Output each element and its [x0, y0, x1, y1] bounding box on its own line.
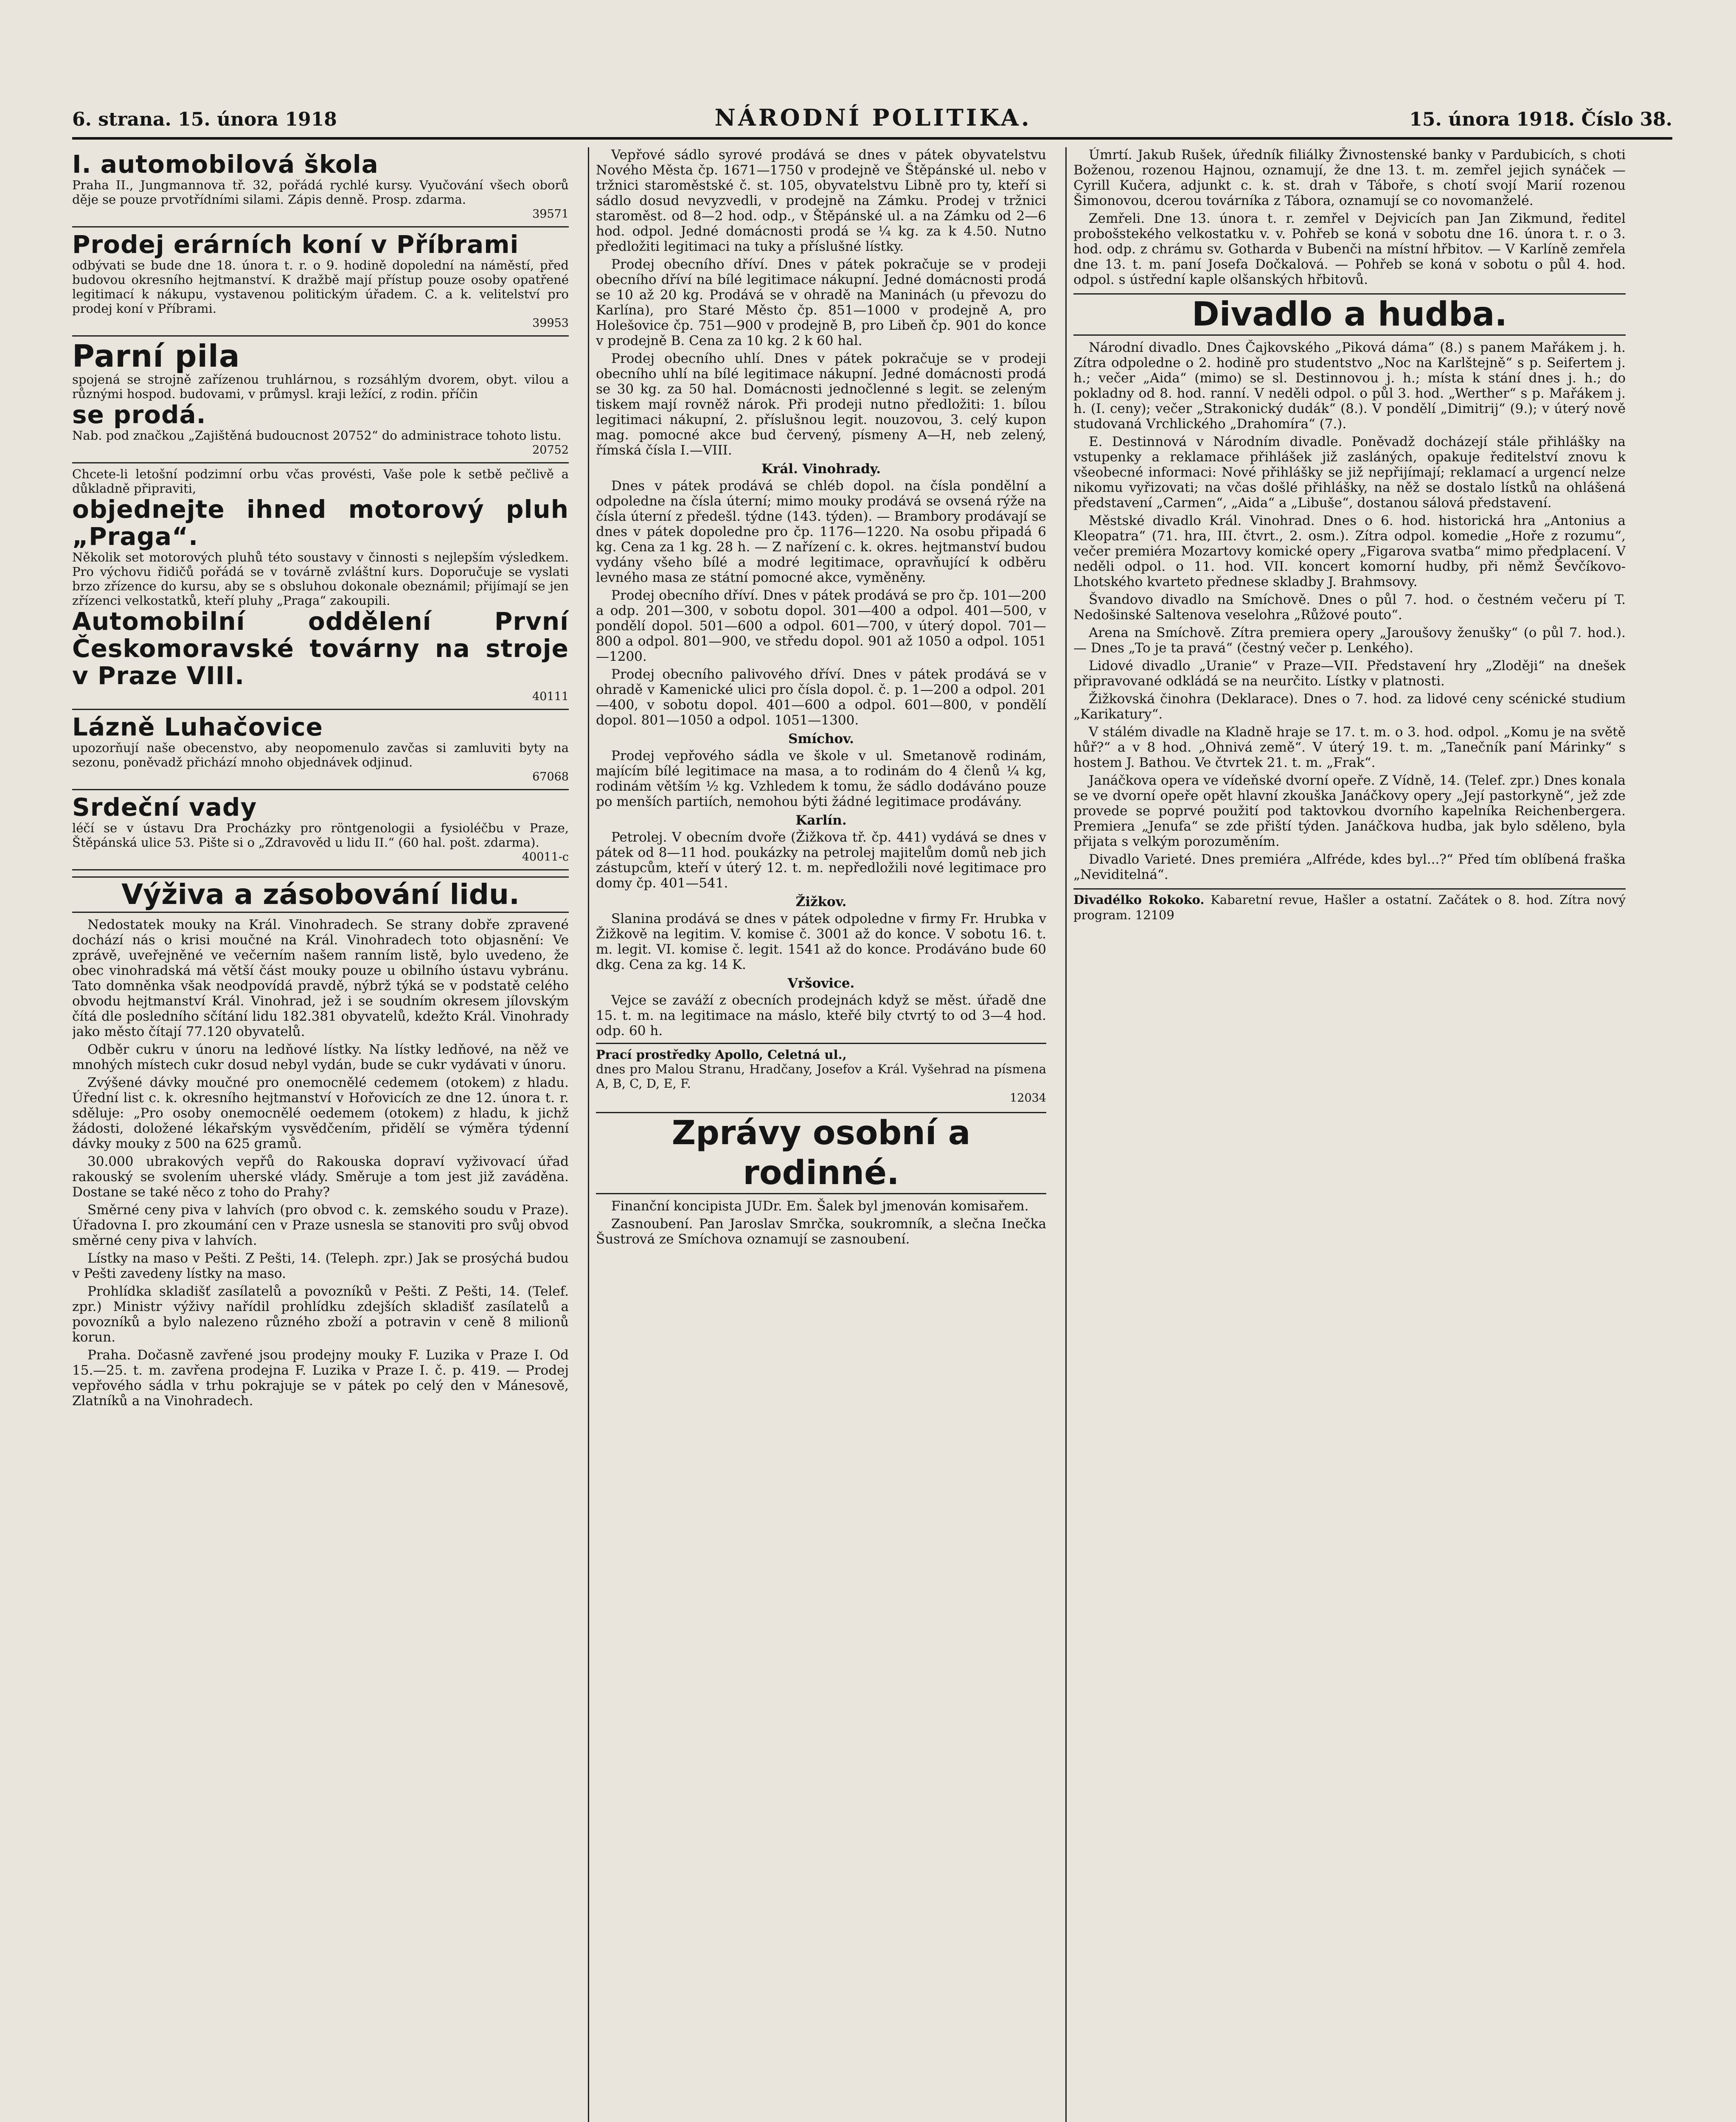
ad-headline: Parní pila	[72, 338, 240, 374]
article-paragraph: Úmrtí. Jakub Rušek, úředník filiálky Živnostenské banky v Pardubicích, s choti Boženou, rozenou Hajnou, oznamují, že dne 13. t. m. zemřel jejich synáček — Cyrill Kučera, adjunkt c. k. st. drah v Táboře, s chotí svojí Marií rozenou Šimonovou, dcerou továrníka z Tábora, oznamují se co novomanželé.	[1073, 147, 1626, 208]
ad-apollo-laundry	[596, 1043, 1046, 1106]
ad-text: Kabaretní revue, Hašler a ostatní. Začátek o 8. hod. Zítra nový program.	[1073, 893, 1626, 922]
subheading: Král. Vinohrady.	[761, 461, 881, 477]
ad-text: dnes pro Malou Stranu, Hradčany, Josefov a Král. Vyšehrad na písmena A, B, C, D, E, F.	[596, 1062, 1046, 1091]
ad-number: 40111	[532, 690, 569, 703]
ad-headline: Srdeční vady	[72, 793, 257, 822]
article-paragraph: E. Destinnová v Národním divadle. Poněvadž docházejí stále přihlášky na vstupenky a reklamace přihlášek již zasláných, opakuje ředitelství znovu k všeobecné informaci: Nové přihlášky se již nepřijímají; reklamací a urgencí nelze nikomu vyřizovati; na včas došlé přihlášky, na něž se dostalo lístků na ohlášená představení „Carmen“, „Aida“ a „Libuše“, dostanou sálová představení.	[1073, 434, 1626, 511]
article-paragraph: Nedostatek mouky na Král. Vinohradech. Se strany dobře zpravené dochází nás o krisi moučné na Král. Vinohradech toto objasnění: Ve zprávě, uveřejněné ve večerním našem ranním listě, bylo uvedeno, že obec vinohradská má větší část mouky pouze u obilního ústavu vybránu. Tato domněnka však neodpovídá pravdě, nýbrž týká se v podstatě celého obvodu hejtmanství Král. Vinohrad, jež i se soudním okresem jílovským čítá dle posledního sčítání lidu 182.381 obyvatelů, kdežto Král. Vinohrady jako město čítají 77.120 obyvatelů.	[72, 917, 569, 1039]
ad-headline-2: Automobilní oddělení První Českomoravské továrny na stroje v Praze VIII.	[72, 607, 569, 690]
article-paragraph: Zasnoubení. Pan Jaroslav Smrčka, soukromník, a slečna Inečka Šustrová ze Smíchova oznamují se zasnoubení.	[596, 1216, 1046, 1247]
article-paragraph: Divadlo Varieté. Dnes premiéra „Alfréde, kdes byl...?“ Před tím oblíbená fraška „Neviditelná“.	[1073, 852, 1626, 882]
ad-text-2: Nab. pod značkou „Zajištěná budoucnost 20752“ do administrace tohoto listu.	[72, 428, 562, 443]
article-paragraph: Dnes v pátek prodává se chléb dopol. na čísla pondělní a odpoledne na čísla úterní; mimo mouky prodává se ovsená rýže na čísla úterní z předešl. týdne (143. týden). — Brambory prodávají se dnes v pátek dopoledne pro čp. 1176—1220. Na osobu připadá 6 kg. Cena za 1 kg. 28 h. — Z nařízení c. k. okres. hejtmanství budou vydány všeho bílé a modré legitimace, opravňující k odběru levného masa ze státní pomocné akce, vyměněny.	[596, 478, 1046, 585]
article-paragraph: Odběr cukru v únoru na ledňové lístky. Na lístky ledňové, na něž ve mnohých místech cukr dosud nebyl vydán, bude se cukr vydávati v únoru.	[72, 1042, 569, 1072]
section-title-theatre-music: Divadlo a hudba.	[1073, 293, 1626, 336]
ad-headline: Prací prostředky Apollo, Celetná ul.,	[596, 1047, 847, 1062]
newspaper-title: NÁRODNÍ POLITIKA.	[714, 104, 1032, 131]
article-paragraph: Prodej obecního uhlí. Dnes v pátek pokračuje se v prodeji obecního uhlí na bílé legitimace nákupní. Jedné domácnosti prodá se 30 kg. za 50 hal. Domácnosti jednočlenné s legit. se zeleným tiskem mají rovněž nárok. Při prodeji nutno předložiti: 1. bílou legitimaci nákupní, 2. příslušnou legit. nouzovou, 3. celý kupon mag. pomocné akce bud červený, písmeny A—H, neb zelený, římská čísla I.—VIII.	[596, 351, 1046, 458]
ad-number: 12109	[1135, 908, 1174, 922]
column-2	[588, 147, 1046, 2122]
masthead	[72, 104, 1672, 140]
article-paragraph: Finanční koncipista JUDr. Em. Šalek byl jmenován komisařem.	[611, 1199, 1029, 1214]
ad-number: 20752	[532, 443, 569, 457]
ad-text: léčí se v ústavu Dra Procházky pro röntgenologii a fysioléčbu v Praze, Štěpánská ulice 53. Pište si o „Zdravověd u lidu II.“ (60 hal. pošt. zdarma).	[72, 821, 569, 850]
ad-headline: Prodej erárních koní v Příbrami	[72, 230, 519, 259]
ad-horse-sale	[72, 227, 569, 337]
ad-text-2: Několik set motorových pluhů této soustavy v činnosti s nejlepším výsledkem. Pro výchovu řidičů pořádá se v továrně zvláštní kurs. Doporučuje se vyslati brzo zřízence do kursu, aby se s obsluhou dokonale obeznámil; přijímají se jen zřízenci velkostatků, kteří pluhy „Praga“ zakoupili.	[72, 550, 569, 608]
ad-headline: I. automobilová škola	[72, 150, 379, 179]
ad-steam-sawmill	[72, 337, 569, 463]
article-paragraph: Prodej obecního dříví. Dnes v pátek pokračuje se v prodeji obecního dříví na bílé legitimace nákupní. Jedné domácnosti prodá se 10 až 20 kg. Prodává se v ohradě na Maninách (u převozu do Karlína), pro Staré Město čp. 851—1000 v prodejně A, pro Holešovice čp. 751—900 v prodejně B, pro Libeň čp. 901 do konce v prodejně B. Cena za 10 kg. 2 k 60 hal.	[596, 257, 1046, 348]
subheading: Žižkov.	[795, 894, 847, 909]
ad-number: 39953	[532, 317, 569, 330]
column-3	[1065, 147, 1626, 2122]
issue-number-right: 15. února 1918. Číslo 38.	[1409, 109, 1672, 130]
article-paragraph: Janáčkova opera ve vídeňské dvorní opeře. Z Vídně, 14. (Telef. zpr.) Dnes konala se ve dvorní opeře opět hlavní zkouška Janáčkovy opery „Její pastorkyně“, jež zde provede se poprvé použití pod taktovkou dvorního kapelníka Reichenbergera. Premiera „Jenufa“ se zde přiští týden. Janáčkova hudba, jak bylo sděleno, byla přijata s velkým porozuměním.	[1073, 773, 1626, 849]
column-1	[72, 147, 569, 2122]
ad-motor-plough	[72, 463, 569, 710]
section-title-nutrition: Výživa a zásobování lidu.	[72, 876, 569, 913]
article-paragraph: Lidové divadlo „Uranie“ v Praze—VII. Představení hry „Zloději“ na dnešek připravované odkládá se na neurčito. Lístky v platnosti.	[1073, 658, 1626, 689]
article-paragraph: V stálém divadle na Kladně hraje se 17. t. m. o 3. hod. odpol. „Komu je na světě hůř?“ a v 8 hod. „Ohnivá země“. V úterý 19. t. m. „Tanečník paní Márinky“ s hostem J. Bathou. Ve čtvrtek 21. t. m. „Frak“.	[1073, 724, 1626, 770]
subheading: Vršovice.	[787, 976, 855, 991]
subheading: Karlín.	[795, 813, 847, 828]
article-paragraph: Vepřové sádlo syrové prodává se dnes v pátek obyvatelstvu Nového Města čp. 1671—1750 v prodejně ve Štěpánské ul. nebo v tržnici staroměstské č. st. 105, obyvatelstvu Libně pro ty, kteří si sádlo dosud nevyzvedli, v prodejně na Zámku. Prodej v tržnici staroměst. od 8—2 hod. odp., v Štěpánské ul. a na Zámku od 2—6 hod. odpol. Jedné domácnosti prodá se ¼ kg. za k 4.50. Nutno předložiti legitimaci na tuky a příslušné lístky.	[596, 147, 1046, 254]
ad-text: odbývati se bude dne 18. února t. r. o 9. hodině dopolední na náměstí, před budovou okresního hejtmanství. K dražbě mají přístup pouze osoby opatřené legitimací k nákupu, vystavenou politickým úřadem. C. a k. velitelství pro prodej koní v Příbrami.	[72, 258, 569, 316]
ad-headline: Divadélko Rokoko.	[1073, 893, 1205, 907]
ad-text: upozorňují naše obecenstvo, aby neopomenulo zavčas si zamluviti byty na sezonu, poněvadž přichází mnoho objednávek odjinud.	[72, 741, 569, 769]
article-paragraph: Praha. Dočasně zavřené jsou prodejny mouky F. Luzika v Praze I. Od 15.—25. t. m. zavřena prodejna F. Luzika v Praze I. č. p. 419. — Prodej vepřového sádla v trhu pokrajuje se v pátek po celý den v Mánesově, Zlatníků a na Vinohradech.	[72, 1347, 569, 1409]
article-paragraph: Vejce se zaváží z obecních prodejnách když se měst. úřadě dne 15. t. m. na legitimace na máslo, kteřé bily ctvrtý to od 3—4 hod. odp. 60 h.	[596, 993, 1046, 1039]
subheading: Smíchov.	[788, 731, 854, 747]
article-paragraph: Prohlídka skladišť zasílatelů a povozníků v Pešti. Z Pešti, 14. (Telef. zpr.) Ministr výživy nařídil prohlídku zdejších skladišť zasílatelů a povozníků a bylo nalezeno různého zboží a potravin v ceně 8 milionů korun.	[72, 1284, 569, 1345]
ad-text: spojená se strojně zařízenou truhlárnou, s rozsáhlým dvorem, obyt. vilou a různými hospod. budovami, v průmysl. kraji ležící, z rodin. příčin	[72, 372, 569, 401]
ad-automobile-school	[72, 147, 569, 227]
page-date-left: 6. strana. 15. února 1918	[72, 109, 337, 130]
ad-number: 39571	[532, 208, 569, 221]
article-paragraph: Slanina prodává se dnes v pátek odpoledne v firmy Fr. Hrubka v Žižkově na legitim. V. komise č. 3001 až do konce. V sobotu 16. t. m. legit. VI. komise č. legit. 1541 až do konce. Prodáváno bude 60 dkg. Cena za kg. 14 K.	[596, 911, 1046, 972]
ad-rokoko	[1073, 888, 1626, 923]
ad-luhacovice-spa	[72, 710, 569, 790]
article-paragraph: Arena na Smíchově. Zítra premiera opery „Jaroušovy ženušky“ (o půl 7. hod.). — Dnes „To je ta pravá“ (čestný večer p. Lenkého).	[1073, 625, 1626, 656]
ad-number: 12034	[1010, 1092, 1046, 1105]
article-paragraph: Zemřeli. Dne 13. února t. r. zemřel v Dejvicích pan Jan Zikmund, ředitel probošstekého velkostatku v. v. Pohřeb se koná v sobotu dne 16. února t. r. o 3. hod. odp. z chrámu sv. Gotharda v Bubenči na místní hřbitov. — V Karlíně zemřela dne 13. t. m. paní Josefa Dočkalová. — Pohřeb se koná v sobotu o půl 4. hod. odpol. s ústřední kaple olšanských hřbitovů.	[1073, 211, 1626, 287]
ad-headline: objednejte ihned motorový pluh „Praga“.	[72, 495, 569, 551]
ad-text: Chcete-li letošní podzimní orbu včas provésti, Vaše pole k setbě pečlivě a důkladně připraviti,	[72, 467, 569, 496]
article-paragraph: Žižkovská činohra (Deklarace). Dnes o 7. hod. za lidové ceny scénické studium „Karikatury“.	[1073, 691, 1626, 722]
ad-number: 40011-c	[522, 850, 569, 864]
article-paragraph: Švandovo divadlo na Smíchově. Dnes o půl 7. hod. o čestném večeru pí T. Nedošinské Saltenova veselohra „Růžové pouto“.	[1073, 592, 1626, 623]
ad-headline-2: se prodá.	[72, 400, 206, 429]
article-paragraph: Národní divadlo. Dnes Čajkovského „Piková dáma“ (8.) s panem Mařákem j. h. Zítra odpoledne o 2. hodině pro studentstvo „Noc na Karlštejně“ s p. Seifertem j. h.; večer „Aida“ (mimo) se sl. Destinnovou j. h.; místa k stání dnes j. h.; do pokladny od 8. hod. ranní. V neděli odpol. o půl 3. hod. „Werther“ s p. Mařákem j. h. (I. ceny); večer „Strakonický dudák“ (8.). V pondělí „Dimitrij“ (9.); v úterý nově studovaná Vrchlického „Drahomíra“ (7.).	[1073, 340, 1626, 432]
ad-headline: Lázně Luhačovice	[72, 713, 323, 741]
article-paragraph: Prodej obecního dříví. Dnes v pátek prodává se pro čp. 101—200 a odp. 201—300, v sobotu dopol. 301—400 a odpol. 401—500, v pondělí dopol. 501—600 a odpol. 601—700, v úterý dopol. 701—800 a odpol. 801—900, ve středu dopol. 901 až 1050 a odpol. 1051—1200.	[596, 588, 1046, 664]
article-paragraph: Prodej vepřového sádla ve škole v ul. Smetanově rodinám, majícím bílé legitimace na masa, a to rodinám do 4 členů ¼ kg, rodinám větším ½ kg. Vzhledem k tomu, že sádlo dodáváno pouze po menších partiích, nemohou býti žádné legitimace prodávány.	[596, 748, 1046, 809]
article-paragraph: Petrolej. V obecním dvoře (Žižkova tř. čp. 441) vydává se dnes v pátek od 8—11 hod. poukázky na petrolej majitelům domů neb jich zástupcům, kteří v úterý 12. t. m. nepředložili nové legitimace pro domy čp. 401—541.	[596, 830, 1046, 891]
article-paragraph: Lístky na maso v Pešti. Z Pešti, 14. (Teleph. zpr.) Jak se prosýchá budou v Pešti zavedeny lístky na maso.	[72, 1251, 569, 1281]
article-paragraph: Prodej obecního palivového dříví. Dnes v pátek prodává se v ohradě v Kamenické ulici pro čísla dopol. č. p. 1—200 a odpol. 201—400, v sobotu dopol. 401—600 a odpol. 601—800, v pondělí dopol. 801—1050 a odpol. 1051—1300.	[596, 667, 1046, 728]
article-paragraph: Městské divadlo Král. Vinohrad. Dnes o 6. hod. historická hra „Antonius a Kleopatra“ (71. hra, III. čtvrt., 2. osm.). Zítra odpol. komedie „Hoře z rozumu“, večer premiéra Mozartovy komické opery „Figarova svatba“ mimo předplacení. V neděli odpol. o 11. hod. VII. koncert komorní hudby, při němž Ševčíkovo-Lhotského kvarteto přednese skladby J. Brahmsovy.	[1073, 513, 1626, 589]
ad-heart-defects	[72, 790, 569, 870]
article-paragraph: Zvýšené dávky moučné pro onemocnělé cedemem (otokem) z hladu. Úřední list c. k. okresního hejtmanství v Hořovicích ze dne 12. února t. r. sděluje: „Pro osoby onemocnělé oedemem (otokem) z hladu, k jichž žádosti, doložené lékařským vysvědčením, přidělí se výměra týdenní dávky mouky z 500 na 625 gramů.	[72, 1075, 569, 1151]
ad-number: 67068	[532, 770, 569, 783]
columns	[72, 147, 1672, 2122]
article-paragraph: 30.000 ubrakových vepřů do Rakouska dopraví vyživovací úřad rakouský se svolením uherské vlády. Směruje a tom jest již zaváděna. Dostane se také něco z toho do Prahy?	[72, 1154, 569, 1200]
article-paragraph: Směrné ceny piva v lahvích (pro obvod c. k. zemského soudu v Praze). Úřadovna I. pro zkoumání cen v Praze usnesla se stanoviti pro svůj obvod směrné ceny piva v lahvích.	[72, 1202, 569, 1248]
ad-text: Praha II., Jungmannova tř. 32, pořádá rychlé kursy. Vyučování všech oborů děje se pouze prvotřídními silami. Zápis denně. Prosp. zdarma.	[72, 178, 569, 207]
section-title-personal-news: Zprávy osobní a rodinné.	[596, 1112, 1046, 1194]
